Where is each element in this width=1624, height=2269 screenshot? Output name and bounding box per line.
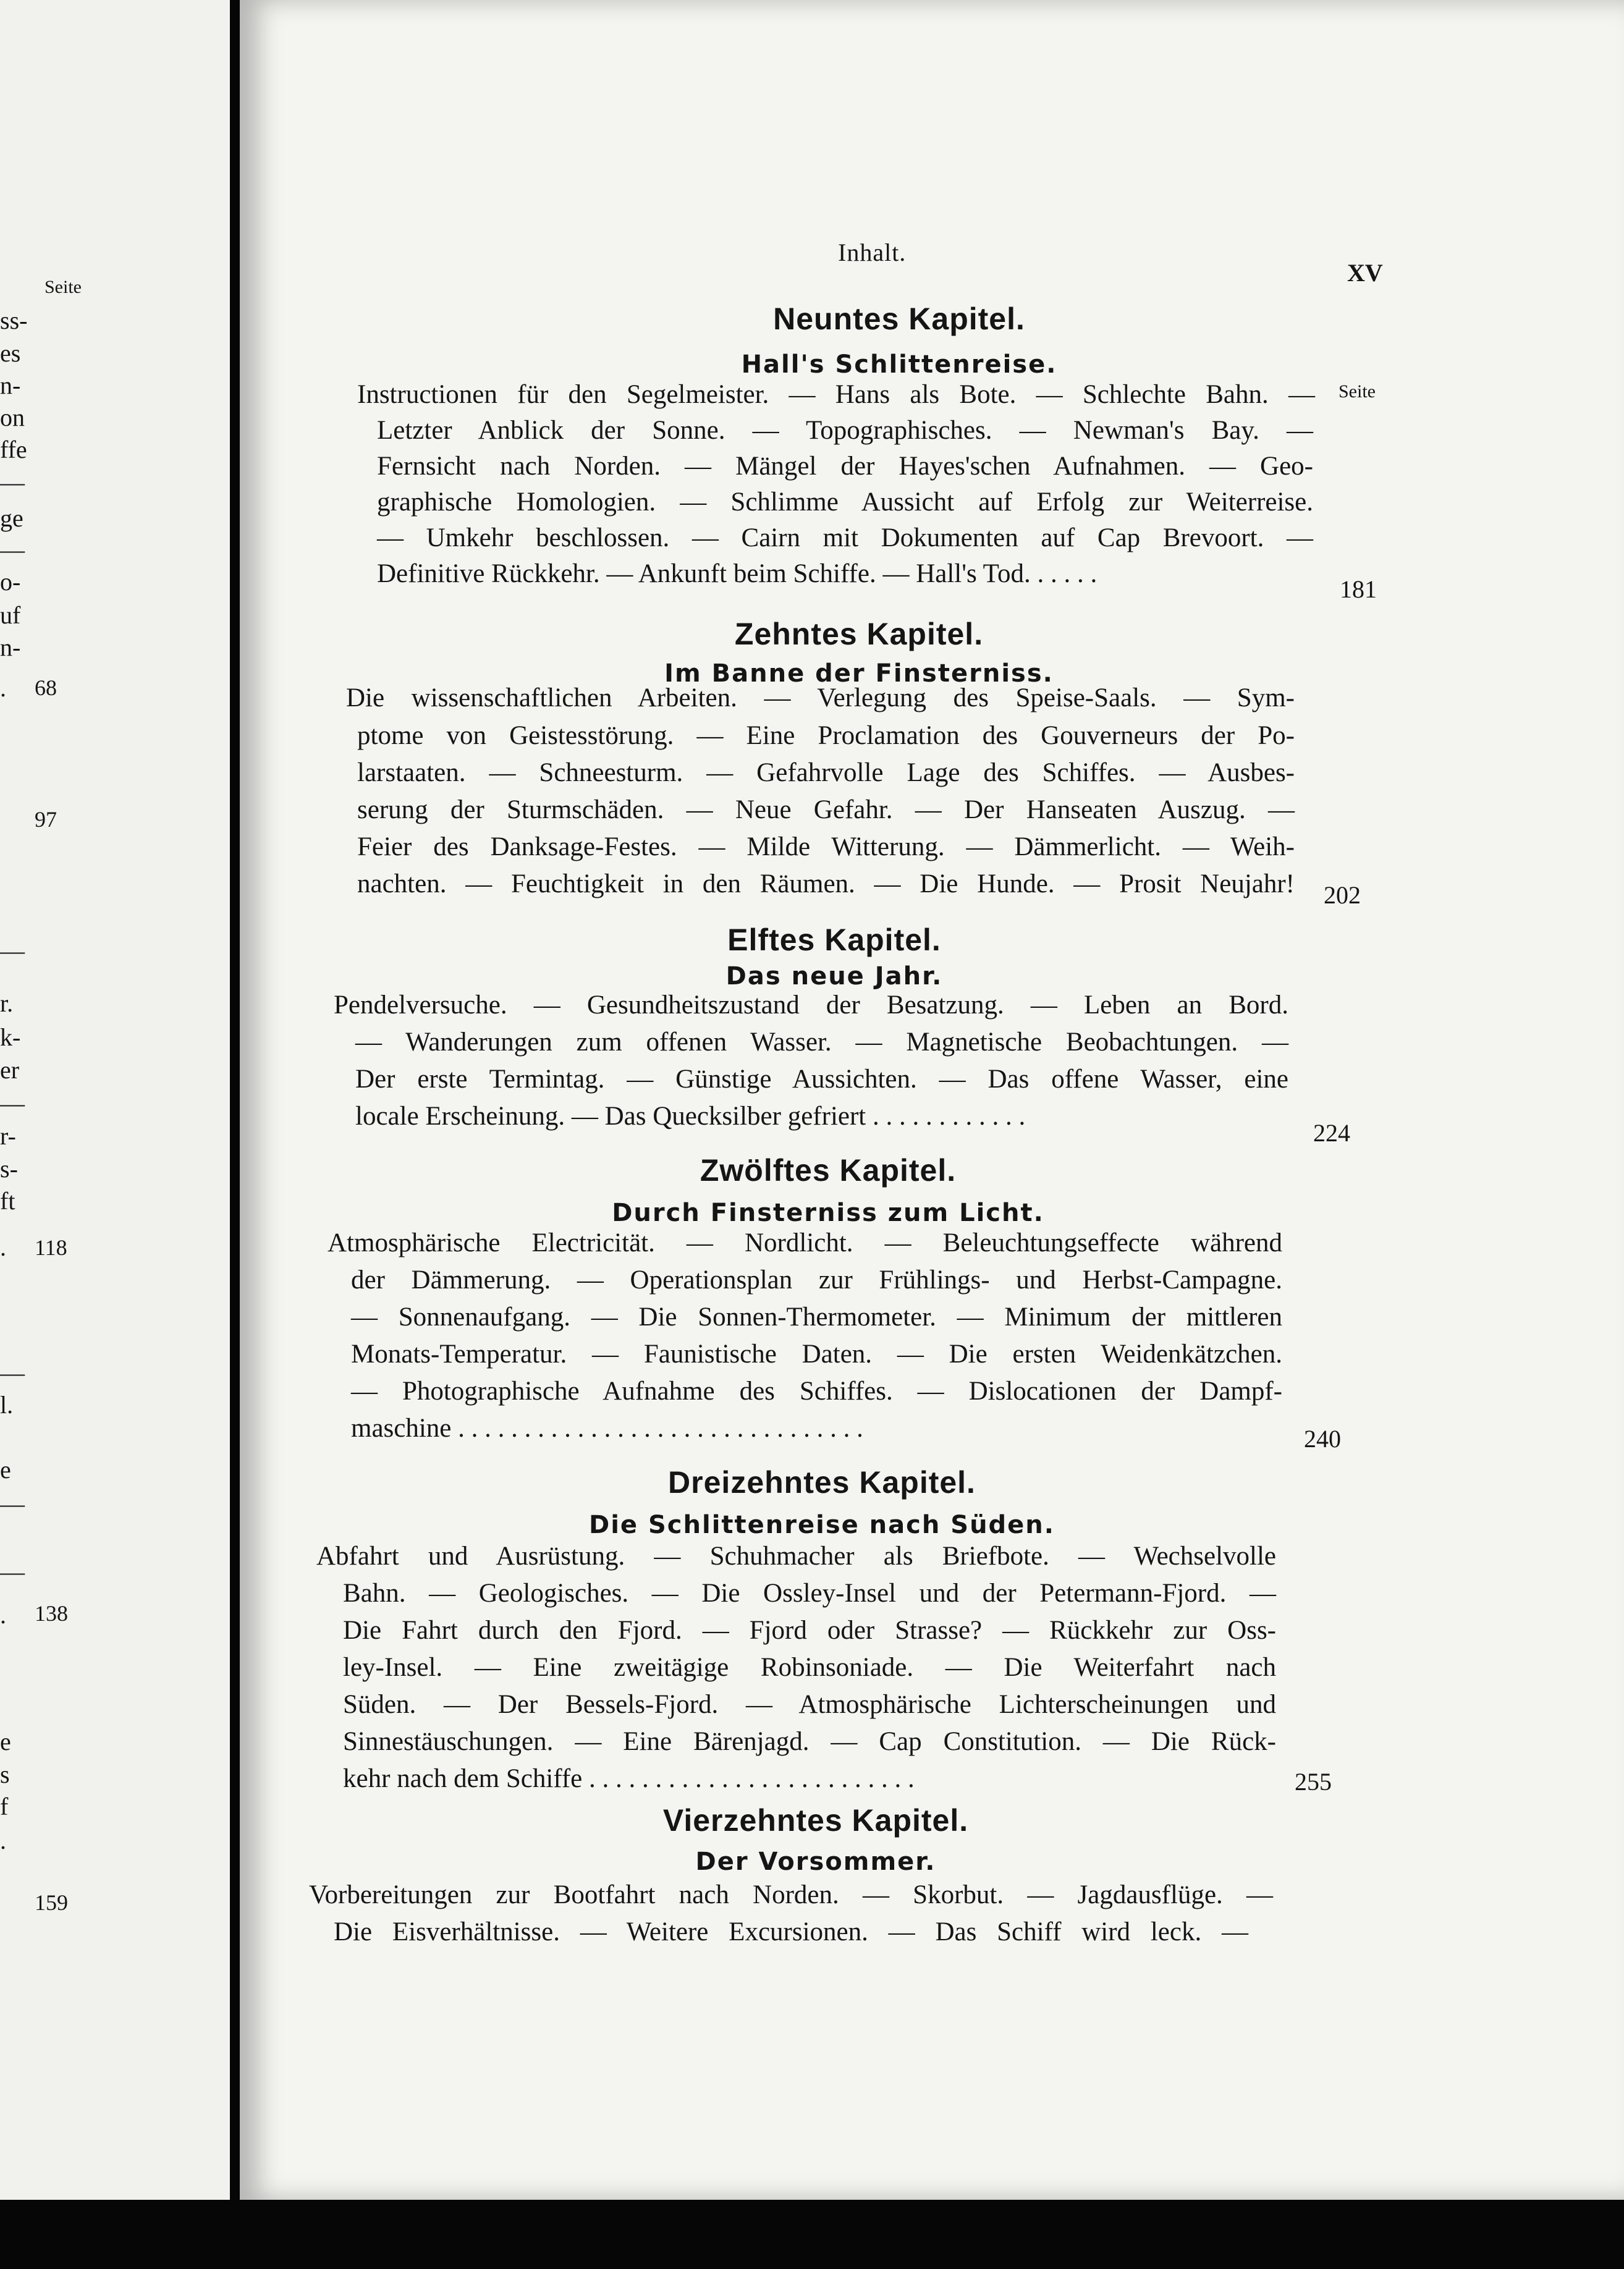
toc-line: Fernsicht nach Norden. — Mängel der Hayes'schen Aufnahmen. — Geo- <box>377 452 1313 481</box>
toc-line: kehr nach dem Schiffe . . . . . . . . . . . . . . . . . . . . . . . . . <box>343 1764 915 1793</box>
toc-line: Feier des Danksage-Festes. — Milde Witterung. — Dämmerlicht. — Weih- <box>357 832 1295 861</box>
toc-line: maschine . . . . . . . . . . . . . . . . . . . . . . . . . . . . . . . <box>351 1414 863 1443</box>
toc-line: Süden. — Der Bessels-Fjord. — Atmosphärische Lichterscheinungen und <box>343 1690 1276 1719</box>
toc-page-ref: 255 <box>1295 1768 1332 1796</box>
toc-line: Instructionen für den Segelmeister. — Hans als Bote. — Schlechte Bahn. — <box>357 380 1315 409</box>
toc-line: nachten. — Feuchtigkeit in den Räumen. — Die Hunde. — Prosit Neujahr! <box>357 869 1295 898</box>
left-line-fragment: e <box>0 1728 11 1756</box>
left-line-fragment: n- <box>0 633 21 661</box>
toc-line: locale Erscheinung. — Das Quecksilber gefriert . . . . . . . . . . . . <box>355 1102 1026 1131</box>
toc-line: — Sonnenaufgang. — Die Sonnen-Thermometer. — Minimum der mittleren <box>351 1303 1282 1332</box>
toc-line: serung der Sturmschäden. — Neue Gefahr. — Der Hanseaten Auszug. — <box>357 795 1295 824</box>
chapter-title: Neuntes Kapitel. <box>773 302 1025 336</box>
chapter-subtitle: Die Schlittenreise nach Süden. <box>589 1511 1055 1539</box>
left-line-fragment: on <box>0 404 25 431</box>
left-line-fragment: . <box>0 1827 6 1854</box>
left-page-ref: 138 <box>35 1601 68 1626</box>
left-line-fragment: es <box>0 339 21 367</box>
toc-line: Die Fahrt durch den Fjord. — Fjord oder Strasse? — Rückkehr zur Oss- <box>343 1616 1276 1645</box>
chapter-subtitle: Hall's Schlittenreise. <box>741 350 1057 379</box>
toc-line: der Dämmerung. — Operationsplan zur Frühlings- und Herbst-Campagne. <box>351 1265 1282 1295</box>
left-line-fragment: l. <box>0 1391 14 1419</box>
chapter-title: Dreizehntes Kapitel. <box>668 1465 976 1500</box>
toc-line: — Umkehr beschlossen. — Cairn mit Dokumenten auf Cap Brevoort. — <box>377 523 1313 552</box>
left-line-fragment: e <box>0 1456 11 1484</box>
left-line-fragment: . <box>0 1233 6 1261</box>
toc-page-ref: 181 <box>1340 575 1377 603</box>
left-line-fragment: ss- <box>0 306 28 334</box>
left-seite-label: Seite <box>44 277 82 297</box>
toc-line: — Photographische Aufnahme des Schiffes. — Dislocationen der Dampf- <box>351 1377 1282 1406</box>
left-line-fragment: — <box>0 1558 25 1586</box>
seite-label: Seite <box>1339 381 1376 402</box>
previous-page-fragment <box>0 0 230 2200</box>
left-line-fragment: — <box>0 937 25 965</box>
left-line-fragment: — <box>0 468 25 496</box>
left-page-ref: 118 <box>35 1235 67 1260</box>
left-line-fragment: r- <box>0 1122 16 1150</box>
toc-line: Monats-Temperatur. — Faunistische Daten. — Die ersten Weidenkätzchen. <box>351 1340 1282 1369</box>
toc-line: Pendelversuche. — Gesundheitszustand der Besatzung. — Leben an Bord. <box>334 991 1288 1020</box>
left-line-fragment: k- <box>0 1023 21 1051</box>
left-line-fragment: — <box>0 1359 25 1387</box>
left-line-fragment: s <box>0 1760 10 1788</box>
toc-line: Die wissenschaftlichen Arbeiten. — Verlegung des Speise-Saals. — Sym- <box>346 683 1295 712</box>
toc-line: Sinnestäuschungen. — Eine Bärenjagd. — Cap Constitution. — Die Rück- <box>343 1727 1276 1756</box>
toc-line: Definitive Rückkehr. — Ankunft beim Schiffe. — Hall's Tod. . . . . . <box>377 559 1097 588</box>
chapter-subtitle: Im Banne der Finsterniss. <box>664 659 1054 688</box>
toc-line: Letzter Anblick der Sonne. — Topographisches. — Newman's Bay. — <box>377 416 1313 445</box>
chapter-title: Zehntes Kapitel. <box>734 617 984 651</box>
left-line-fragment: s- <box>0 1155 18 1183</box>
chapter-title: Elftes Kapitel. <box>727 923 941 957</box>
page-number: XV <box>1347 259 1383 287</box>
left-line-fragment: — <box>0 1089 25 1117</box>
chapter-subtitle: Das neue Jahr. <box>725 962 943 991</box>
left-page-ref: 159 <box>35 1890 68 1915</box>
chapter-title: Zwölftes Kapitel. <box>700 1153 957 1188</box>
toc-line: Atmosphärische Electricität. — Nordlicht. — Beleuchtungseffecte während <box>328 1228 1282 1257</box>
left-line-fragment: — <box>0 1490 25 1518</box>
toc-line: Vorbereitungen zur Bootfahrt nach Norden. — Skorbut. — Jagdausflüge. — <box>309 1880 1273 1909</box>
left-line-fragment: . <box>0 1601 6 1629</box>
toc-line: larstaaten. — Schneesturm. — Gefahrvolle Lage des Schiffes. — Ausbes- <box>357 758 1295 787</box>
left-line-fragment: ge <box>0 504 23 532</box>
chapter-subtitle: Der Vorsommer. <box>695 1848 936 1876</box>
left-line-fragment: o- <box>0 568 21 596</box>
chapter-subtitle: Durch Finsterniss zum Licht. <box>612 1199 1044 1227</box>
toc-line: Die Eisverhältnisse. — Weitere Excursionen. — Das Schiff wird leck. — <box>334 1917 1248 1946</box>
left-line-fragment: n- <box>0 371 21 399</box>
toc-line: — Wanderungen zum offenen Wasser. — Magnetische Beobachtungen. — <box>355 1028 1288 1057</box>
left-line-fragment: r. <box>0 989 14 1017</box>
left-line-fragment: — <box>0 536 25 564</box>
toc-line: graphische Homologien. — Schlimme Aussicht auf Erfolg zur Weiterreise. <box>377 488 1313 517</box>
left-line-fragment: ft <box>0 1187 15 1215</box>
toc-page-ref: 240 <box>1304 1425 1341 1453</box>
toc-line: Abfahrt und Ausrüstung. — Schuhmacher als Briefbote. — Wechselvolle <box>316 1542 1276 1571</box>
running-title: Inhalt. <box>838 239 907 266</box>
left-page-ref: 68 <box>35 675 57 700</box>
toc-line: Bahn. — Geologisches. — Die Ossley-Insel und der Petermann-Fjord. — <box>343 1579 1276 1608</box>
toc-page-ref: 224 <box>1313 1119 1350 1147</box>
left-line-fragment: uf <box>0 601 21 629</box>
chapter-title: Vierzehntes Kapitel. <box>662 1803 969 1838</box>
toc-line: ptome von Geistesstörung. — Eine Proclamation des Gouverneurs der Po- <box>357 721 1295 750</box>
toc-line: ley-Insel. — Eine zweitägige Robinsoniade. — Die Weiterfahrt nach <box>343 1653 1276 1682</box>
toc-page-ref: 202 <box>1324 881 1361 909</box>
left-line-fragment: ffe <box>0 436 27 463</box>
left-line-fragment: er <box>0 1056 20 1084</box>
left-line-fragment: f <box>0 1793 9 1820</box>
left-page-ref: 97 <box>35 807 57 832</box>
left-line-fragment: . <box>0 674 6 702</box>
toc-line: Der erste Termintag. — Günstige Aussichten. — Das offene Wasser, eine <box>355 1065 1288 1094</box>
